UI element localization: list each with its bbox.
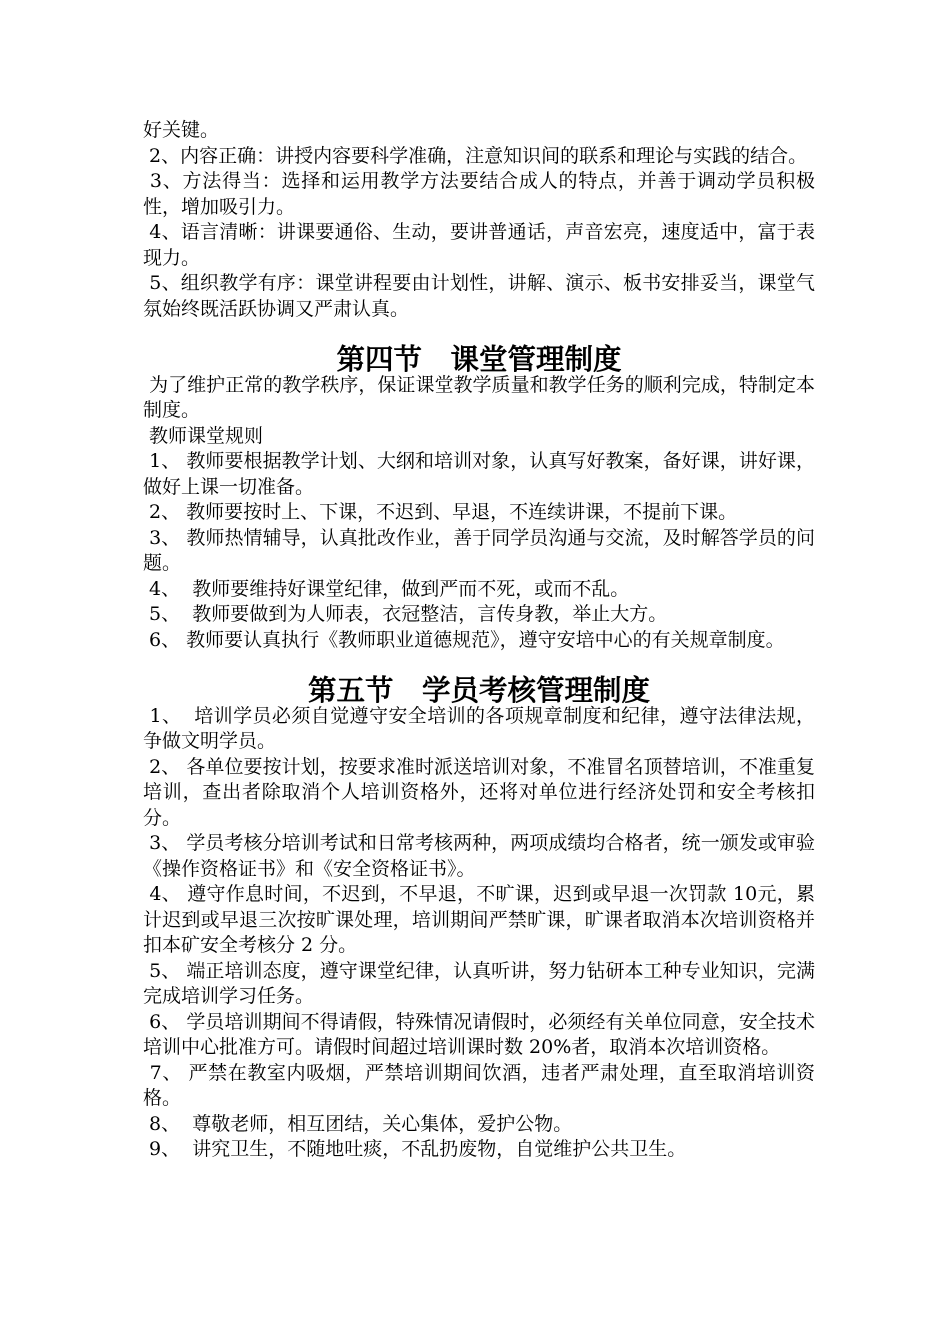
- intro-paragraph: 好关键。: [143, 119, 220, 141]
- section5-rule: 8、 尊敬老师，相互团结，关心集体，爱护公物。: [143, 1112, 573, 1135]
- section5-rule: 6、 学员培训期间不得请假，特殊情况请假时，必须经有关单位同意，安全技术培训中心批准方可。请假时间超过培训课时数 20%者，取消本次培训资格。: [143, 1010, 815, 1058]
- section5-rule: 9、 讲究卫生，不随地吐痰，不乱扔废物，自觉维护公共卫生。: [143, 1138, 687, 1160]
- section4-title: 第四节 课堂管理制度: [336, 343, 622, 376]
- intro-paragraph: 5、组织教学有序：课堂讲程要由计划性，讲解、演示、板书安排妥当，课堂气氛始终既活跃协调又严肃认真。: [143, 272, 815, 320]
- section4-rule: 4、 教师要维持好课堂纪律，做到严而不死，或而不乱。: [143, 577, 630, 600]
- document-page: [143, 118, 815, 1163]
- section5-rule: 5、 端正培训态度，遵守课堂纪律，认真听讲，努力钻研本工种专业知识，完满完成培训学习任务。: [143, 959, 815, 1007]
- section4-rule: 1、 教师要根据教学计划、大纲和培训对象，认真写好教案，备好课，讲好课，做好上课一切准备。: [143, 450, 815, 498]
- section5-rule: 4、 遵守作息时间，不迟到，不早退，不旷课，迟到或早退一次罚款 10元，累计迟到或早退三次按旷课处理，培训期间严禁旷课，旷课者取消本次培训资格并扣本矿安全考核分 2 分。: [143, 883, 815, 956]
- section5-rule: 2、 各单位要按计划，按要求准时派送培训对象，不准冒名顶替培训，不准重复培训，查出者除取消个人培训资格外，还将对单位进行经济处罚和安全考核扣分。: [143, 755, 815, 829]
- intro-paragraph: 4、语言清晰：讲课要通俗、生动，要讲普通话，声音宏亮，速度适中，富于表现力。: [143, 221, 815, 269]
- section5-title: 第五节 学员考核管理制度: [307, 674, 650, 707]
- section4-subheading: 教师课堂规则: [143, 424, 264, 447]
- intro-paragraph: 2、内容正确：讲授内容要科学准确，注意知识间的联系和理论与实践的结合。: [143, 144, 808, 167]
- intro-paragraph: 3、方法得当：选择和运用教学方法要结合成人的特点，并善于调动学员积极性，增加吸引力。: [143, 170, 816, 218]
- section4-paragraph: 为了维护正常的教学秩序，保证课堂教学质量和教学任务的顺利完成，特制定本制度。: [143, 373, 815, 421]
- section4-rule: 3、 教师热情辅导，认真批改作业，善于同学员沟通与交流，及时解答学员的问题。: [143, 526, 815, 574]
- section5-rule: 7、 严禁在教室内吸烟，严禁培训期间饮酒，违者严肃处理，直至取消培训资格。: [143, 1061, 815, 1109]
- section5-rule: 3、 学员考核分培训考试和日常考核两种，两项成绩均合格者，统一颁发或审验《操作资格证书》和《安全资格证书》。: [143, 832, 815, 880]
- section4-rule: 6、 教师要认真执行《教师职业道德规范》，遵守安培中心的有关规章制度。: [143, 628, 785, 651]
- section4-rule: 5、 教师要做到为人师表，衣冠整洁，言传身教，举止大方。: [143, 603, 668, 625]
- section5-rule: 1、 培训学员必须自觉遵守安全培训的各项规章制度和纪律，遵守法律法规，争做文明学员。: [143, 704, 815, 752]
- section4-rule: 2、 教师要按时上、下课，不迟到、早退，不连续讲课，不提前下课。: [143, 501, 738, 523]
